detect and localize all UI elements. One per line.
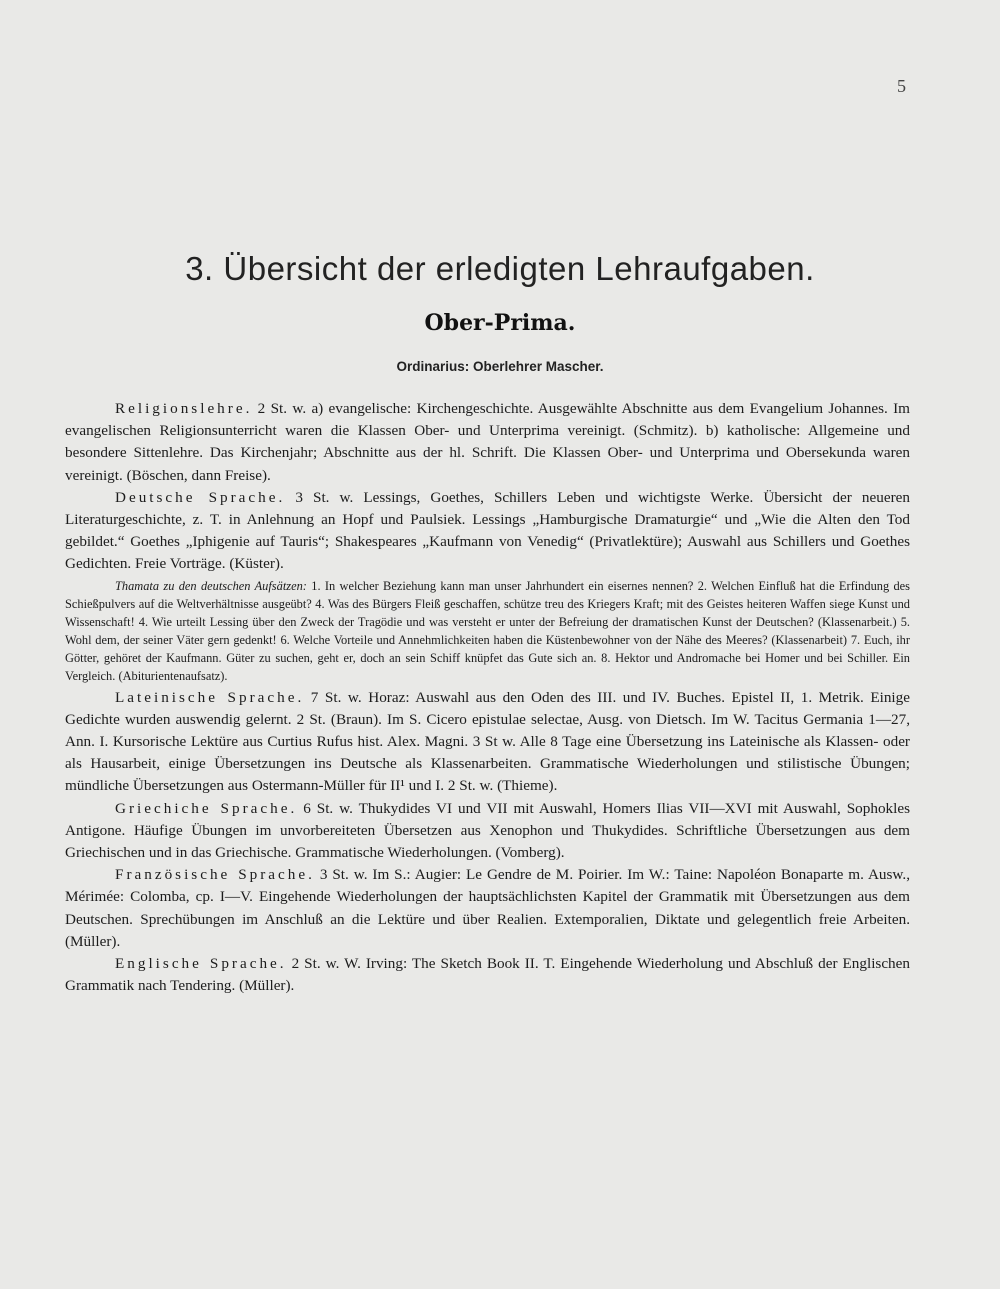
subject-heading: Französische Sprache.: [115, 866, 315, 884]
subject-heading: Religionslehre.: [115, 400, 253, 417]
paragraph-text: 1. In welcher Beziehung kann man unser Jahrhundert ein eisernes nennen? 2. Welchen Einfluß hat die Erfindung des Schießpulvers auf die Weltverhältnisse ausgeübt? 4. Was des Bürgers Fleiß geschaffen, schütze treu des Kriegers Kraft; mit des Geistes heiteren Waffen siege Kunst und Wissenschaft! 4. Wie urteilt Lessing über den Zweck der Tragödie und was versteht er unter der Befreiung der dramatischen Kunst der Deutschen? (Klassenarbeit.) 5. Wohl dem, der seiner Väter gern gedenkt! 6. Welche Vorteile und Annehmlichkeiten haben die Küstenbewohner von der Nähe des Meeres? (Klassenarbeit) 7. Euch, ihr Götter, gehöret der Kaufmann. Güter zu suchen, geht er, doch an sein Schiff knüpfet das Gute sich an. 8. Hektor und Andromache bei Homer und bei Schiller. Ein Vergleich. (Abiturientenaufsatz).: [65, 578, 910, 683]
paragraph-text: 6 St. w. Thukydides VI und VII mit Auswahl, Homers Ilias VII—XVI mit Auswahl, Sophokles Antigone. Häufige Übungen im unvorbereiteten Übersetzen aus Xenophon und Thukydides. Schriftliche Übersetzungen aus dem Griechischen und in das Griechische. Grammatische Wiederholungen. (Vomberg).: [65, 799, 911, 862]
ordinarius-line: Ordinarius: Oberlehrer Mascher.: [396, 359, 604, 374]
subject-heading: Deutsche Sprache.: [115, 488, 286, 506]
subject-heading: Englische Sprache.: [115, 955, 287, 973]
paragraph-text: 3 St. w. Lessings, Goethes, Schillers Leben und wichtigste Werke. Übersicht der neueren Literaturgeschichte, z. T. in Anlehnung an Hopf und Paulsiek. Lessings „Hamburgische Dramaturgie“ und „Wie die Alten den Tod gebildet.“ Goethes „Iphigenie auf Tauris“; Shakespeares „Kaufmann von Venedig“ (Privatlektüre); Auswahl aus Schillers und Goethes Gedichten. Freie Vorträge. (Küster).: [65, 488, 910, 573]
paragraph-english: [65, 953, 910, 997]
body-text: [65, 398, 910, 997]
paragraph-religion: [65, 398, 910, 487]
paragraph-french: [65, 864, 910, 953]
paragraph-text: 2 St. w. a) evangelische: Kirchengeschichte. Ausgewählte Abschnitte aus dem Evangelium Johannes. Im evangelischen Religionsunterricht waren die Klassen Ober- und Unterprima vereinigt. (Schmitz). b) katholische: Allgemeine und besondere Sittenlehre. Das Kirchenjahr; Abschnitte aus der hl. Schrift. Die Klassen Ober- und Unterprima und Obersekunda waren vereinigt. (Böschen, dann Freise).: [65, 400, 910, 484]
paragraph-text: 2 St. w. W. Irving: The Sketch Book II. T. Eingehende Wiederholung und Abschluß der Englischen Grammatik nach Tendering. (Müller).: [65, 955, 910, 995]
section-title: 3. Übersicht der erledigten Lehraufgaben.: [185, 250, 815, 287]
paragraph-german: [65, 487, 910, 576]
paragraph-text: 7 St. w. Horaz: Auswahl aus den Oden des III. und IV. Buches. Epistel II, 1. Metrik. Einige Gedichte wurden auswendig gelernt. 2 St. (Braun). Im S. Cicero epistulae selectae, Ausg. von Dietsch. Im W. Tacitus Germania 1—27, Ann. I. Kursorische Lektüre aus Curtius Rufus hist. Alex. Magni. 3 St w. Alle 8 Tage eine Übersetzung ins Lateinische als Klassen- oder als Hausarbeit, einige Übersetzungen ins Deutsche als Klassenarbeiten. Grammatische Wiederholungen und stilistische Übungen; mündliche Übersetzungen aus Ostermann-Müller für II¹ und I. 2 St. w. (Thieme).: [65, 688, 910, 795]
subject-heading: Griechiche Sprache.: [115, 799, 298, 817]
paragraph-greek: [65, 798, 910, 865]
subject-heading: Lateinische Sprache.: [115, 688, 305, 706]
paragraph-latin: [65, 687, 910, 798]
paragraph-text: 3 St. w. Im S.: Augier: Le Gendre de M. Poirier. Im W.: Taine: Napoléon Bonaparte m. Ausw., Mérimée: Colomba, cp. I—V. Eingehende Wiederholungen der hauptsächlichsten Kapitel der Grammatik mit Übersetzungen aus dem Deutschen. Sprechübungen im Anschluß an die Lektüre und über Realien. Extemporalien, Diktate und gelegentlich freie Arbeiten. (Müller).: [65, 866, 910, 950]
paragraph-essay-topics: [65, 577, 910, 685]
class-title: Ober-Prima.: [424, 310, 576, 336]
page-number: 5: [897, 76, 906, 96]
essay-topics-heading: Thamata zu den deutschen Aufsätzen:: [115, 578, 307, 593]
